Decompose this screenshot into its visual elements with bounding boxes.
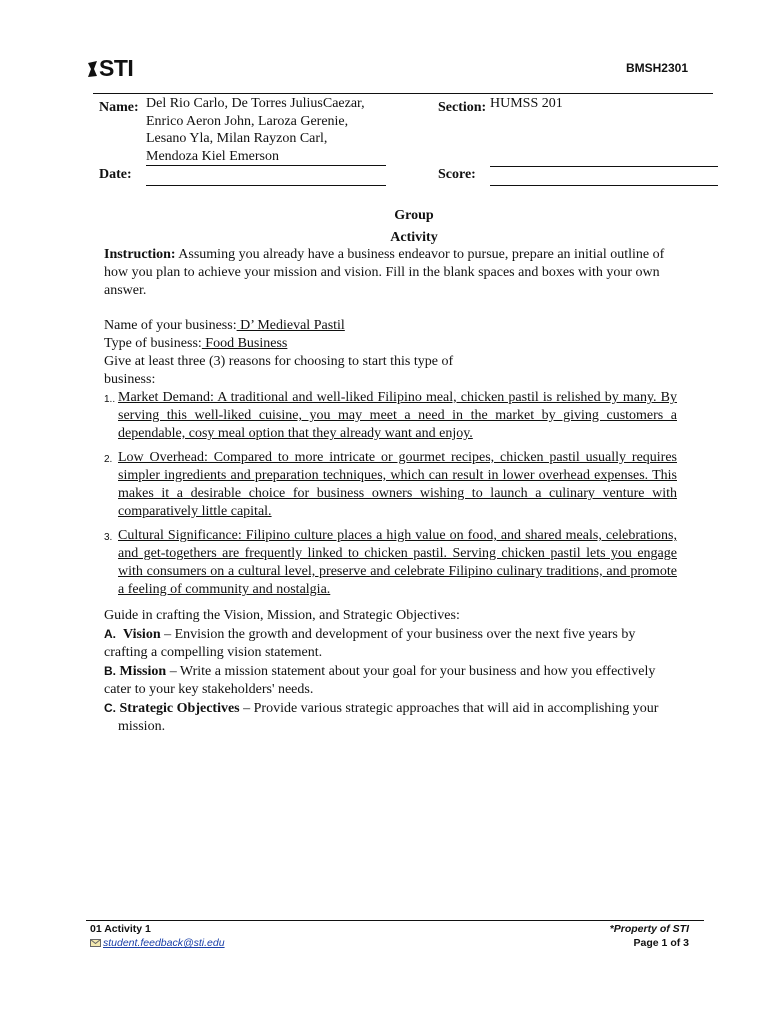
instruction	[104, 246, 678, 300]
business-type-label: Type of business:	[104, 336, 202, 351]
instruction-label: Instruction:	[104, 247, 176, 262]
reasons-prompt: Give at least three (3) reasons for choosing to start this type of	[104, 354, 454, 369]
email-icon	[90, 939, 101, 947]
reason-text[interactable]: Cultural Significance: Filipino culture places a high value on food, and shared meals, celebrations, and get-togethers are frequently linked to chicken pastil. Serving chicken pastil lets you engage with consumers on a cultural level, preserve and celebrate Filipino culinary traditions, and promote a feeling of community and nostalgia.	[118, 528, 677, 597]
guide-text: – Envision the growth and development of your business over the next five years by crafting a compelling vision statement.	[104, 627, 636, 660]
guide-text: – Provide various strategic approaches that will aid in accomplishing your mission.	[118, 701, 659, 734]
guide-marker: A.	[104, 627, 116, 641]
business-type-value[interactable]: Food Business	[201, 336, 288, 351]
names-block	[146, 95, 391, 165]
title-line-2: Activity	[390, 230, 438, 245]
business-type-row	[104, 335, 678, 353]
reasons-prompt-cont: business:	[104, 372, 156, 387]
sti-logo	[86, 55, 133, 82]
name-underline	[146, 165, 386, 166]
section-value[interactable]: HUMSS 201	[490, 96, 563, 111]
guide-section	[104, 607, 672, 736]
name-line: Del Rio Carlo, De Torres JuliusCaezar,	[146, 96, 365, 111]
feedback-email-link[interactable]: student.feedback@sti.edu	[103, 937, 225, 949]
business-info	[104, 317, 678, 389]
course-code: BMSH2301	[625, 61, 688, 75]
section-label: Section:	[438, 100, 487, 115]
footer-property: *Property of STI	[609, 923, 689, 935]
business-name-label: Name of your business:	[104, 318, 237, 333]
guide-item-mission	[104, 662, 672, 699]
name-line: Mendoza Kiel Emerson	[146, 148, 279, 164]
footer-divider	[86, 920, 704, 921]
score-label: Score:	[438, 167, 476, 182]
name-label: Name:	[99, 100, 139, 115]
reason-number: 1..	[104, 394, 116, 405]
business-name-row	[104, 317, 678, 335]
logo-text: STI	[99, 55, 134, 81]
reason-item	[104, 449, 677, 521]
reason-text[interactable]: Market Demand: A traditional and well-liked Filipino meal, chicken pastil is relished by many. By serving this well-liked cuisine, you may meet a need in the market by giving customers a dependable, cosy meal option that they already want and enjoy.	[118, 390, 677, 441]
reason-item	[104, 389, 677, 443]
guide-item-vision	[104, 625, 672, 662]
footer-email-row	[90, 937, 225, 949]
title-line-1: Group	[394, 208, 434, 223]
guide-marker: B.	[104, 664, 116, 678]
date-label: Date:	[99, 167, 132, 182]
reason-item	[104, 527, 677, 599]
date-field[interactable]	[146, 185, 386, 186]
guide-heading: Guide in crafting the Vision, Mission, and Strategic Objectives:	[104, 608, 460, 623]
instruction-text: Assuming you already have a business endeavor to pursue, prepare an initial outline of how you plan to achieve your mission and vision. Fill in the blank spaces and boxes with your own answer.	[104, 247, 665, 298]
footer-page-number: Page 1 of 3	[633, 937, 689, 949]
sti-logo-icon	[86, 60, 98, 78]
section-underline	[490, 166, 718, 167]
name-line: Lesano Yla, Milan Rayzon Carl,	[146, 131, 328, 146]
score-field[interactable]	[490, 185, 718, 186]
header-divider	[93, 93, 713, 94]
reason-number: 2.	[104, 454, 113, 465]
name-line: Enrico Aeron John, Laroza Gerenie,	[146, 113, 349, 129]
reason-number: 3.	[104, 532, 113, 543]
guide-marker: C.	[104, 701, 116, 715]
guide-item-objectives	[104, 699, 672, 736]
guide-term: Mission	[119, 664, 167, 679]
footer-activity: 01 Activity 1	[90, 923, 151, 935]
reasons-list	[104, 389, 677, 599]
reason-text[interactable]: Low Overhead: Compared to more intricate or gourmet recipes, chicken pastil usually requires simpler ingredients and preparation techniques, which can result in lower overhead expenses. This makes it a desirable choice for business owners wishing to launch a culinary venture with comparatively little capital.	[118, 450, 677, 519]
guide-term: Vision	[123, 627, 161, 642]
guide-text: – Write a mission statement about your goal for your business and how you effectively cater to your key stakeholders' needs.	[104, 664, 656, 697]
business-name-value[interactable]: D’ Medieval Pastil	[236, 318, 345, 333]
guide-term: Strategic Objectives	[119, 701, 240, 716]
